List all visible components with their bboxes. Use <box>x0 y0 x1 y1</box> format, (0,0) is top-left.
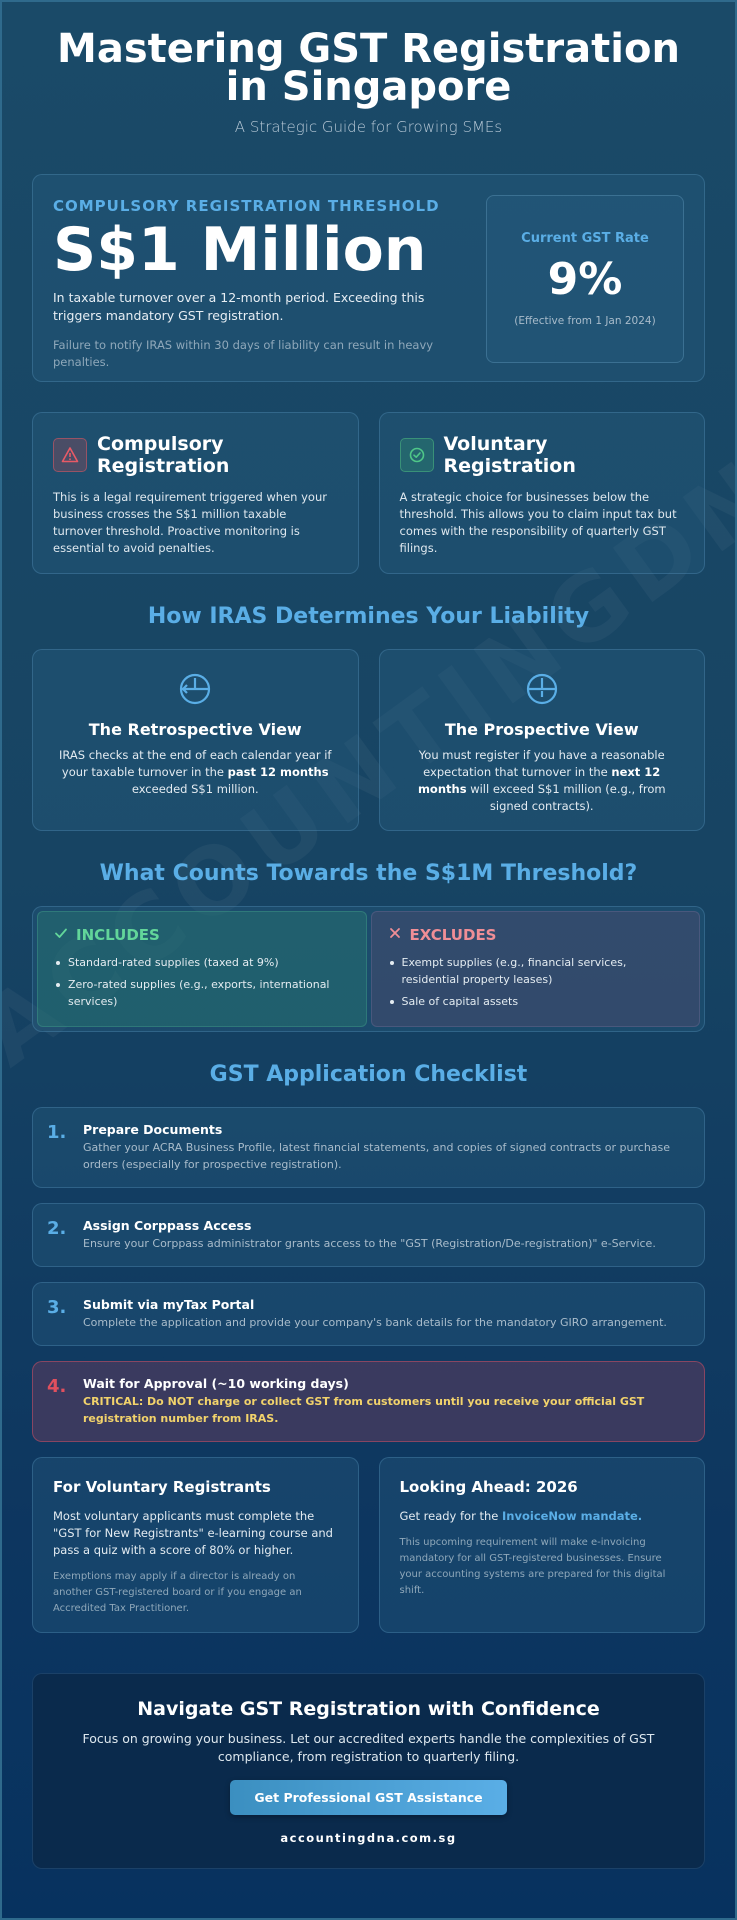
liability-views <box>32 649 705 831</box>
prospective-view-card <box>379 649 706 831</box>
looking-ahead-note: This upcoming requirement will make e-invoicing mandatory for all GST-registered businesses. Ensure your accounting systems are prepared for this digital shift. <box>399 1537 666 1596</box>
includes-label: INCLUDES <box>76 926 160 944</box>
threshold-note: Failure to notify IRAS within 30 days of liability can result in heavy penalties. <box>53 338 434 369</box>
liability-section-title: How IRAS Determines Your Liability <box>147 604 590 629</box>
step-title: Wait for Approval (~10 working days) <box>83 1376 349 1391</box>
retrospective-view-card <box>32 649 359 831</box>
cta-title: Navigate GST Registration with Confidence <box>137 1698 600 1720</box>
invoicenow-link: InvoiceNow mandate. <box>502 1509 643 1523</box>
step-number: 3. <box>47 1297 67 1318</box>
gst-rate-label: Current GST Rate <box>521 231 649 246</box>
gst-rate-value: 9% <box>547 254 623 305</box>
threshold-amount: S$1 Million <box>53 215 427 285</box>
step-text: Complete the application and provide your company's bank details for the mandatory GIRO arrangement. <box>83 1316 667 1329</box>
retrospective-view-text: IRAS checks at the end of each calendar year if your taxable turnover in the past 12 months exceeded S$1 million. <box>59 748 332 796</box>
gst-rate-box <box>486 195 684 363</box>
website-link[interactable]: accountingdna.com.sg <box>280 1831 457 1845</box>
includes-excludes-panel <box>32 906 705 1032</box>
list-item: Exempt supplies (e.g., financial services, residential property leases) <box>388 954 684 988</box>
step-title: Submit via myTax Portal <box>83 1297 255 1312</box>
compulsory-registration-title: Compulsory Registration <box>97 433 230 477</box>
page-title: Mastering GST Registration in Singapore <box>57 26 680 110</box>
checklist-title: GST Application Checklist <box>209 1062 528 1087</box>
checklist-step-3 <box>32 1282 705 1346</box>
voluntary-registrants-text: Most voluntary applicants must complete the "GST for New Registrants" e-learning course and pass a quiz with a score of 80% or higher. <box>53 1509 333 1557</box>
compulsory-registration-card <box>32 412 359 574</box>
cta-section <box>32 1673 705 1869</box>
checklist-step-1 <box>32 1107 705 1188</box>
step-title: Prepare Documents <box>83 1122 223 1137</box>
clock-forward-icon <box>400 672 685 706</box>
step-number: 2. <box>47 1218 67 1239</box>
voluntary-registration-text: A strategic choice for businesses below the threshold. This allows you to claim input tax but comes with the responsibility of quarterly GST filings. <box>399 490 677 555</box>
threshold-kicker: COMPULSORY REGISTRATION THRESHOLD <box>53 197 440 215</box>
step-title: Assign Corppass Access <box>83 1218 252 1233</box>
page-subtitle: A Strategic Guide for Growing SMEs <box>234 118 503 136</box>
additional-info-row <box>32 1457 705 1633</box>
clock-back-icon <box>53 672 338 706</box>
retrospective-view-title: The Retrospective View <box>88 720 302 739</box>
voluntary-registrants-title: For Voluntary Registrants <box>53 1478 271 1496</box>
gst-rate-note: (Effective from 1 Jan 2024) <box>514 315 656 327</box>
compulsory-registration-text: This is a legal requirement triggered when your business crosses the S$1 million taxable turnover threshold. Proactive monitoring is essential to avoid penalties. <box>53 490 327 555</box>
excludes-list <box>388 954 684 1010</box>
step-text: Ensure your Corppass administrator grants access to the "GST (Registration/De-registration)" e-Service. <box>83 1237 656 1250</box>
prospective-view-title: The Prospective View <box>444 720 639 739</box>
get-assistance-button[interactable]: Get Professional GST Assistance <box>230 1780 506 1815</box>
looking-ahead-card <box>379 1457 706 1633</box>
excludes-box <box>371 911 701 1027</box>
registration-types <box>32 412 705 574</box>
threshold-description: In taxable turnover over a 12-month period. Exceeding this triggers mandatory GST registration. <box>53 290 425 323</box>
excludes-label: EXCLUDES <box>409 926 497 944</box>
warning-icon <box>53 438 87 472</box>
list-item: Sale of capital assets <box>388 993 684 1010</box>
check-circle-icon <box>400 438 434 472</box>
includes-box <box>37 911 367 1027</box>
list-item: Standard-rated supplies (taxed at 9%) <box>54 954 350 971</box>
critical-warning-text: CRITICAL: Do NOT charge or collect GST from customers until you receive your official GST registration number from IRAS. <box>83 1395 645 1425</box>
checklist-steps <box>32 1107 705 1442</box>
threshold-counts-title: What Counts Towards the S$1M Threshold? <box>99 861 638 886</box>
looking-ahead-title: Looking Ahead: 2026 <box>399 1478 578 1496</box>
step-number: 1. <box>47 1122 67 1143</box>
voluntary-registration-card <box>379 412 706 574</box>
voluntary-registrants-card <box>32 1457 359 1633</box>
cta-text: Focus on growing your business. Let our accredited experts handle the complexities of GST compliance, from registration to quarterly filing. <box>82 1731 655 1764</box>
check-icon <box>54 926 68 944</box>
checklist-step-4-critical <box>32 1361 705 1442</box>
step-text: Gather your ACRA Business Profile, latest financial statements, and copies of signed contracts or purchase orders (especially for prospective registration). <box>83 1141 671 1171</box>
voluntary-registration-title: Voluntary Registration <box>443 433 576 477</box>
voluntary-registrants-note: Exemptions may apply if a director is already on another GST-registered board or if you engage an Accredited Tax Practitioner. <box>53 1571 302 1614</box>
step-number: 4. <box>47 1376 67 1397</box>
checklist-step-2 <box>32 1203 705 1267</box>
list-item: Zero-rated supplies (e.g., exports, international services) <box>54 976 350 1010</box>
threshold-card <box>32 174 705 382</box>
includes-list <box>54 954 350 1010</box>
x-icon <box>388 926 402 944</box>
prospective-view-text: You must register if you have a reasonable expectation that turnover in the next 12 months will exceed S$1 million (e.g., from signed contracts). <box>417 748 666 813</box>
looking-ahead-text: Get ready for the InvoiceNow mandate. <box>399 1509 643 1523</box>
